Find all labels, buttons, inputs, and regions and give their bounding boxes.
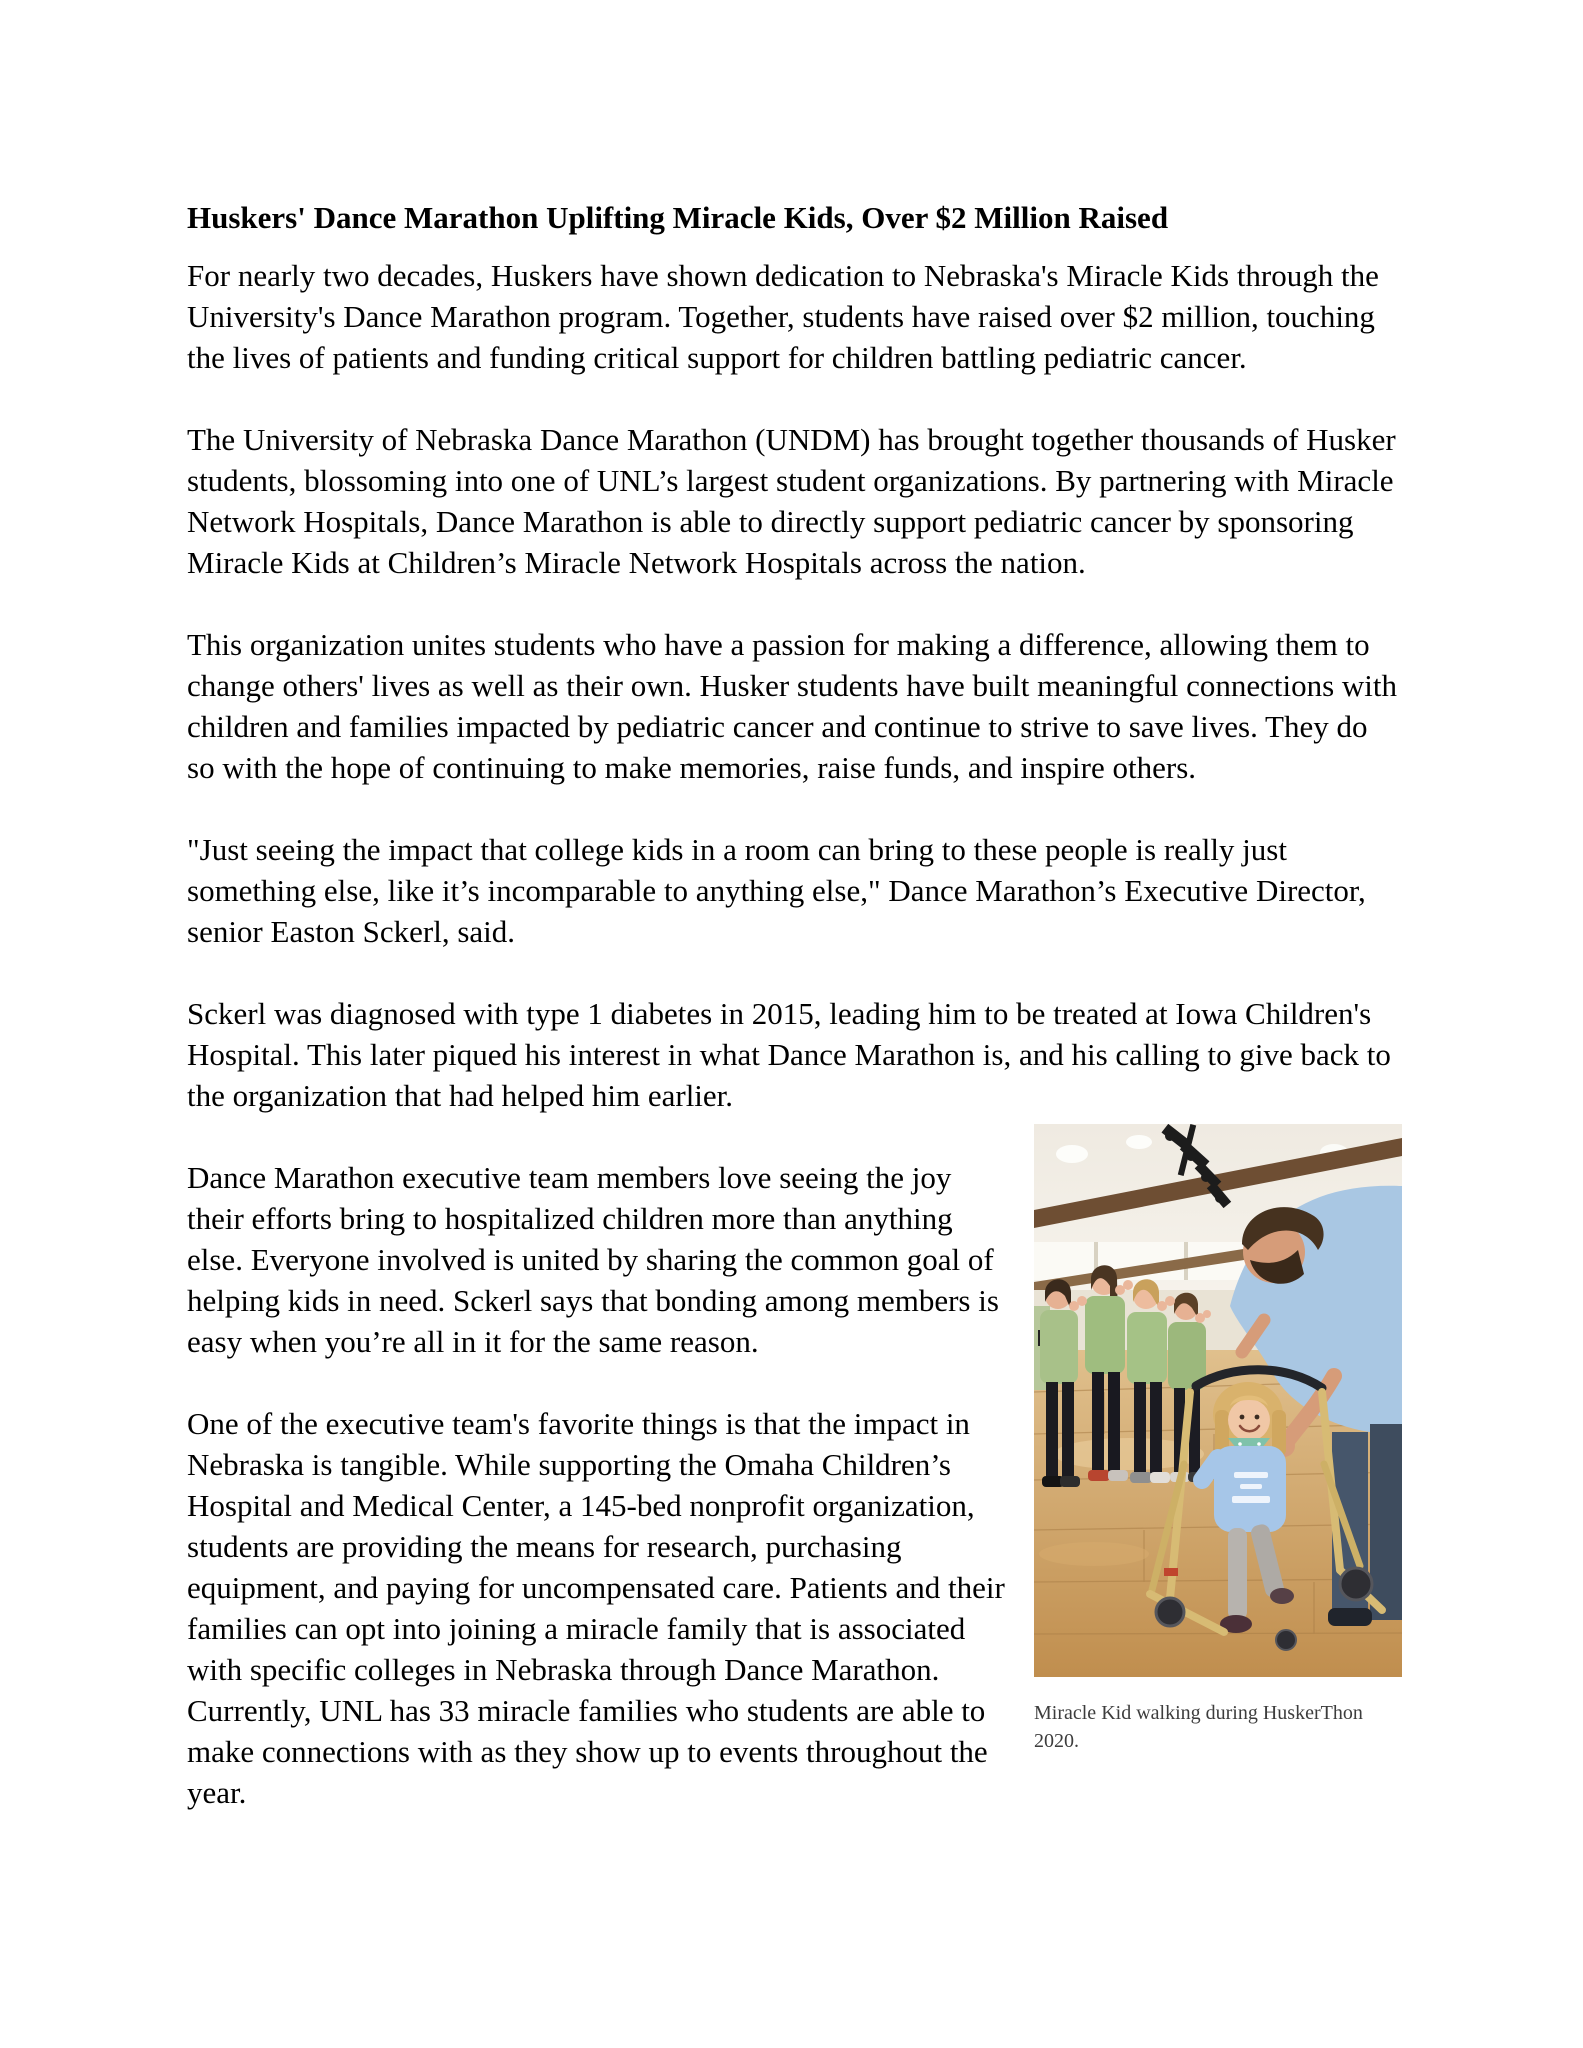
- article-paragraph-6: Dance Marathon executive team members love seeing the joy their efforts bring to hospitalized children more than anything else. Everyone involved is united by sharing the common goal of helping kids in need. Sckerl says that bonding among members is easy when you’re all in it for the same reason.: [187, 1160, 999, 1359]
- huskerthon-photo-image: [1034, 1124, 1402, 1677]
- article: [187, 197, 1402, 1813]
- wrapped-text-section: [187, 1157, 1402, 1813]
- article-paragraph-7: One of the executive team's favorite things is that the impact in Nebraska is tangible. While supporting the Omaha Children’s Hospital and Medical Center, a 145-bed nonprofit organization, students are providing the means for research, purchasing equipment, and paying for uncompensated care. Patients and their families can opt into joining a miracle family that is associated with specific colleges in Nebraska through Dance Marathon. Currently, UNL has 33 miracle families who students are able to make connections with as they show up to events throughout the year.: [187, 1406, 1005, 1810]
- photo-figure: [1034, 1124, 1402, 1755]
- photo-caption: Miracle Kid walking during HuskerThon 2020.: [1034, 1702, 1363, 1752]
- article-paragraph-1: For nearly two decades, Huskers have shown dedication to Nebraska's Miracle Kids through the University's Dance Marathon program. Together, students have raised over $2 million, touching the lives of patients and funding critical support for children battling pediatric cancer.: [187, 258, 1379, 375]
- article-paragraph-4: "Just seeing the impact that college kids in a room can bring to these people is really just something else, like it’s incomparable to anything else," Dance Marathon’s Executive Director, senior Easton Sckerl, said.: [187, 832, 1366, 949]
- article-title: Huskers' Dance Marathon Uplifting Miracle Kids, Over $2 Million Raised: [187, 200, 1169, 235]
- article-paragraph-2: The University of Nebraska Dance Marathon (UNDM) has brought together thousands of Husker students, blossoming into one of UNL’s largest student organizations. By partnering with Miracle Network Hospitals, Dance Marathon is able to directly support pediatric cancer by sponsoring Miracle Kids at Children’s Miracle Network Hospitals across the nation.: [187, 422, 1396, 580]
- article-paragraph-5: Sckerl was diagnosed with type 1 diabetes in 2015, leading him to be treated at Iowa Children's Hospital. This later piqued his interest in what Dance Marathon is, and his calling to give back to the organization that had helped him earlier.: [187, 996, 1391, 1113]
- article-paragraph-3: This organization unites students who have a passion for making a difference, allowing them to change others' lives as well as their own. Husker students have built meaningful connections with children and families impacted by pediatric cancer and continue to strive to save lives. They do so with the hope of continuing to make memories, raise funds, and inspire others.: [187, 627, 1397, 785]
